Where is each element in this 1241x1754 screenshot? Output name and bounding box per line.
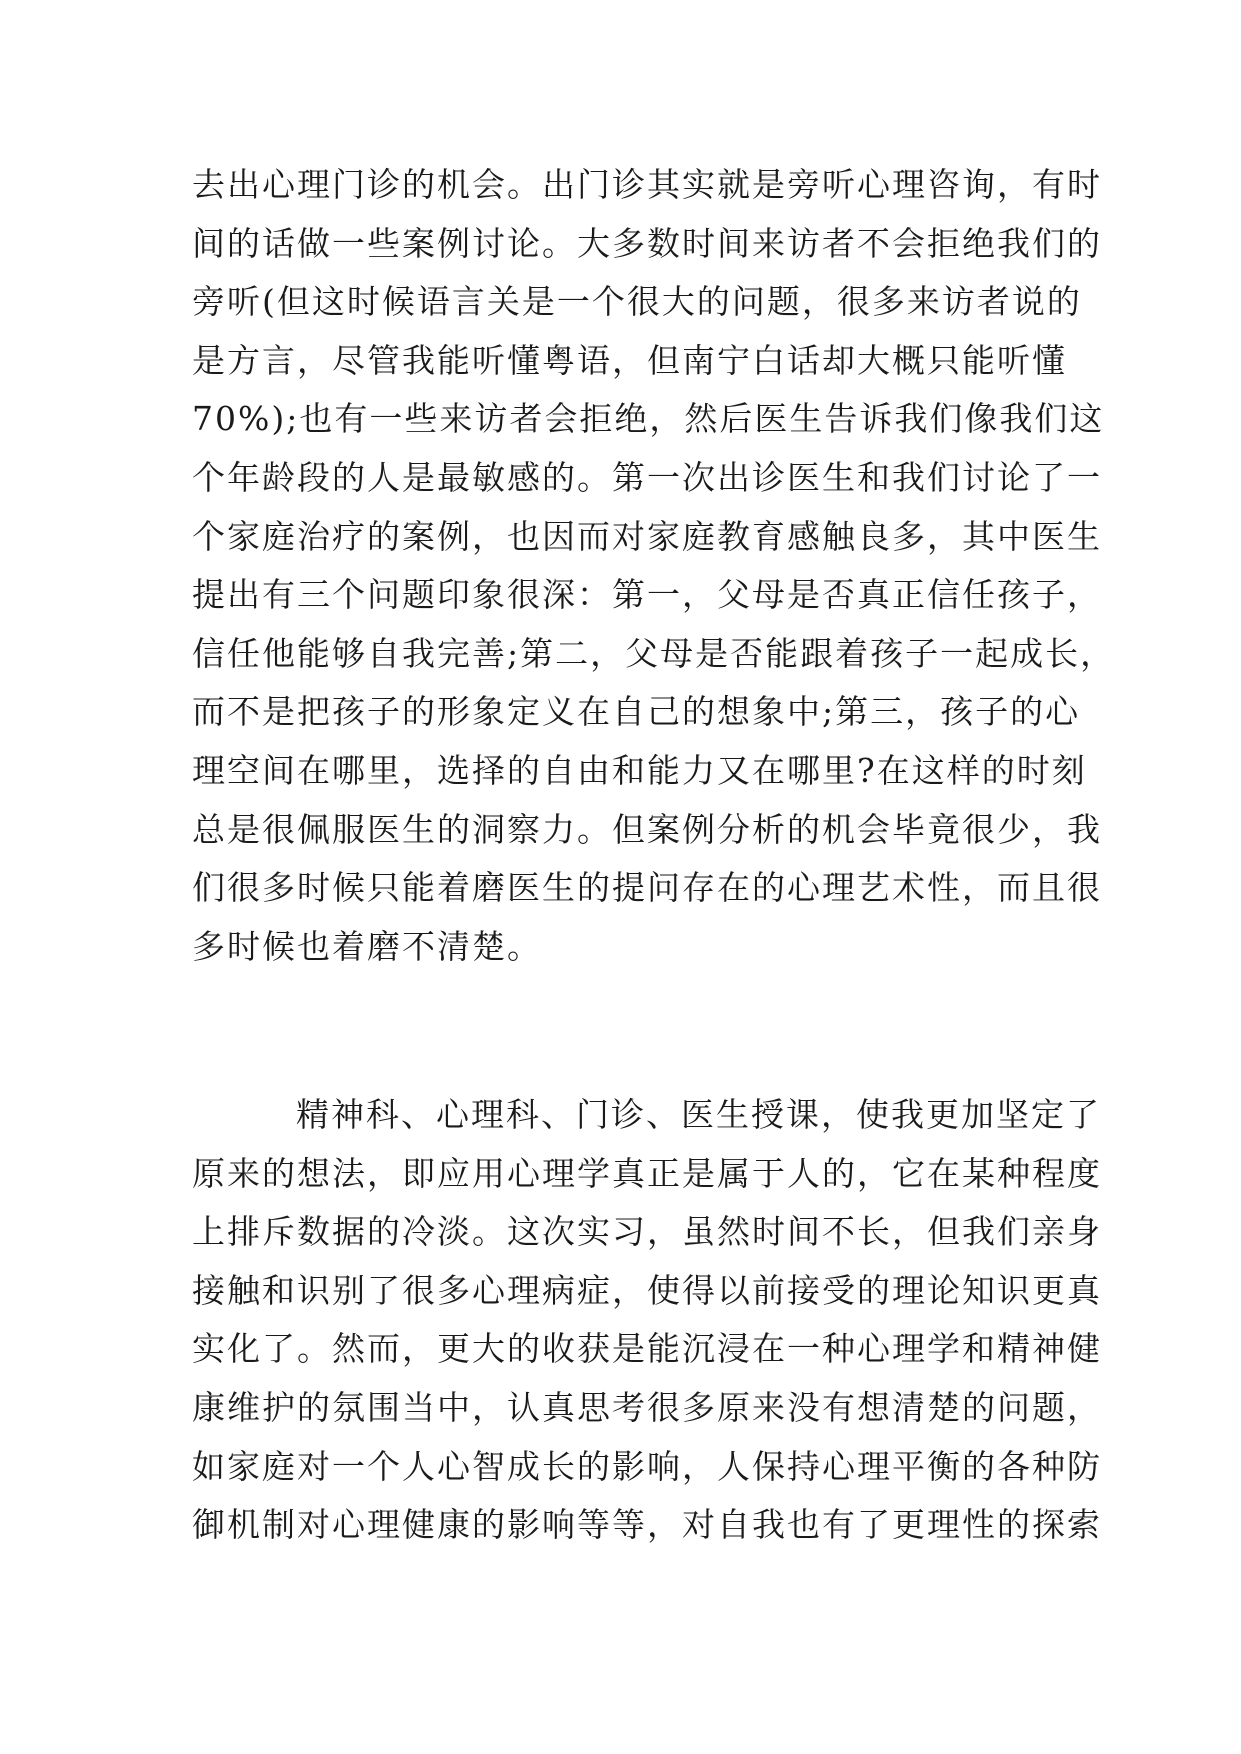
paragraph-line: 多时候也着磨不清楚。 bbox=[192, 926, 542, 966]
paragraph-line: 间的话做一些案例讨论。大多数时间来访者不会拒绝我们的 bbox=[192, 223, 1102, 263]
paragraph-line: 个年龄段的人是最敏感的。第一次出诊医生和我们讨论了一 bbox=[192, 457, 1102, 497]
paragraph-line: 上排斥数据的冷淡。这次实习，虽然时间不长，但我们亲身 bbox=[192, 1212, 1102, 1252]
paragraph-line: 接触和识别了很多心理病症，使得以前接受的理论知识更真 bbox=[192, 1270, 1102, 1310]
paragraph-1 bbox=[192, 156, 1116, 976]
paragraph-line: 御机制对心理健康的影响等等，对自我也有了更理性的探索 bbox=[192, 1505, 1102, 1545]
paragraph-line: 实化了。然而，更大的收获是能沉浸在一种心理学和精神健 bbox=[192, 1329, 1102, 1369]
paragraph-line: 原来的想法，即应用心理学真正是属于人的，它在某种程度 bbox=[192, 1153, 1102, 1193]
paragraph-line: 康维护的氛围当中，认真思考很多原来没有想清楚的问题， bbox=[192, 1387, 1102, 1427]
paragraph-line: 理空间在哪里，选择的自由和能力又在哪里?在这样的时刻 bbox=[192, 750, 1087, 790]
paragraph-line: 是方言，尽管我能听懂粤语，但南宁白话却大概只能听懂 bbox=[192, 340, 1067, 380]
paragraph-line: 信任他能够自我完善;第二，父母是否能跟着孩子一起成长， bbox=[192, 633, 1116, 673]
paragraph-line: 去出心理门诊的机会。出门诊其实就是旁听心理咨询，有时 bbox=[192, 165, 1102, 204]
paragraph-line: 旁听(但这时候语言关是一个很大的问题，很多来访者说的 bbox=[192, 282, 1082, 322]
paragraph-line: 而不是把孩子的形象定义在自己的想象中;第三，孩子的心 bbox=[192, 692, 1081, 732]
paragraph-2 bbox=[192, 1086, 1102, 1555]
paragraph-line: 们很多时候只能着磨医生的提问存在的心理艺术性，而且很 bbox=[192, 868, 1102, 908]
paragraph-line: 个家庭治疗的案例，也因而对家庭教育感触良多，其中医生 bbox=[192, 516, 1102, 556]
paragraph-line: 总是很佩服医生的洞察力。但案例分析的机会毕竟很少，我 bbox=[192, 809, 1102, 849]
paragraph-line: 如家庭对一个人心智成长的影响，人保持心理平衡的各种防 bbox=[192, 1446, 1102, 1486]
paragraph-line: 70%);也有一些来访者会拒绝，然后医生告诉我们像我们这 bbox=[192, 399, 1105, 439]
paragraph-line: 提出有三个问题印象很深：第一，父母是否真正信任孩子， bbox=[192, 575, 1102, 615]
paragraph-line: 精神科、心理科、门诊、医生授课，使我更加坚定了 bbox=[296, 1095, 1101, 1134]
